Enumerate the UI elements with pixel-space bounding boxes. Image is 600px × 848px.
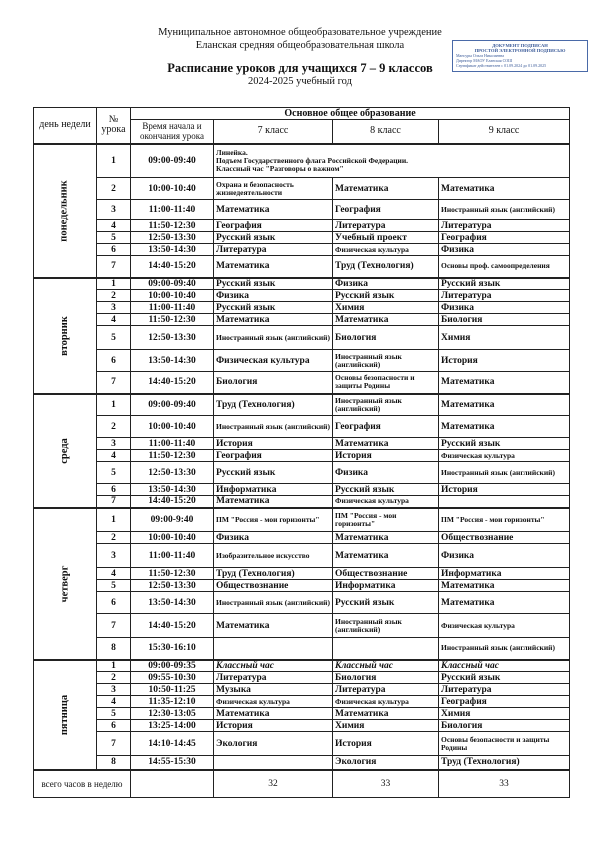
table-row (34, 394, 570, 416)
lesson-number: 3 (97, 684, 131, 696)
lesson-number: 5 (97, 326, 131, 350)
subject-9: Математика (439, 394, 570, 416)
lesson-time: 13:50-14:30 (131, 350, 214, 372)
lesson-number: 2 (97, 178, 131, 200)
subject-9: Иностранный язык (английский) (439, 200, 570, 220)
subject-8: История (333, 450, 439, 462)
lesson-time: 10:00-10:40 (131, 178, 214, 200)
subject-7: Охрана и безопасность жизнедеятельности (214, 178, 333, 200)
subject-9: Химия (439, 326, 570, 350)
subject-9: Русский язык (439, 672, 570, 684)
subject-9: Химия (439, 708, 570, 720)
subject-7: История (214, 438, 333, 450)
subject-8: Химия (333, 302, 439, 314)
subject-9: Математика (439, 580, 570, 592)
stamp-line-2: Директор МАОУ Еланская СОШ (456, 58, 513, 63)
lesson-number: 8 (97, 756, 131, 770)
table-row (34, 278, 570, 290)
school-year: 2024-2025 учебный год (248, 76, 352, 87)
header-grade-8: 8 класс (333, 120, 439, 144)
subject-9: Обществознание (439, 532, 570, 544)
subject-7: Труд (Технология) (214, 568, 333, 580)
lesson-time: 13:25-14:00 (131, 720, 214, 732)
lesson-time: 10:00-10:40 (131, 290, 214, 302)
subject-8: Иностранный язык (английский) (333, 394, 439, 416)
lesson-number: 3 (97, 438, 131, 450)
day-label-monday: понедельник (34, 144, 97, 278)
table-row (34, 756, 570, 770)
table-row (34, 696, 570, 708)
lesson-time: 12:50-13:30 (131, 462, 214, 484)
lesson-time: 11:00-11:40 (131, 200, 214, 220)
lesson-number: 2 (97, 290, 131, 302)
lesson-number: 6 (97, 244, 131, 256)
subject-8: Математика (333, 544, 439, 568)
table-row (34, 708, 570, 720)
lesson-time: 13:50-14:30 (131, 244, 214, 256)
lesson-number: 4 (97, 568, 131, 580)
subject-8: Математика (333, 314, 439, 326)
subject-7: Математика (214, 314, 333, 326)
stamp-line-1: Мансуры Ольга Николаевна (456, 53, 505, 58)
schedule-table (33, 107, 570, 798)
subject-9: История (439, 350, 570, 372)
subject-9: Физика (439, 244, 570, 256)
table-row (34, 638, 570, 660)
lesson-number: 5 (97, 462, 131, 484)
subject-7: Иностранный язык (английский) (214, 416, 333, 438)
e-signature-stamp (452, 40, 588, 72)
total-grade-9: 33 (439, 770, 570, 798)
lesson-time: 14:40-15:20 (131, 496, 214, 508)
subject-7: Изобразительное искусство (214, 544, 333, 568)
table-row (34, 484, 570, 496)
subject-9: География (439, 696, 570, 708)
subject-8: Математика (333, 532, 439, 544)
subject-7: Иностранный язык (английский) (214, 592, 333, 614)
subject-7: Русский язык (214, 232, 333, 244)
day-label-thursday: четверг (34, 508, 97, 660)
lesson-time: 09:00-09:40 (131, 394, 214, 416)
lesson-number: 7 (97, 496, 131, 508)
subject-8: Литература (333, 220, 439, 232)
subject-7: Литература (214, 672, 333, 684)
subject-8: География (333, 416, 439, 438)
lesson-time: 11:00-11:40 (131, 438, 214, 450)
subject-7: Литература (214, 244, 333, 256)
header-lesson-number: № урока (97, 108, 131, 144)
lesson-number: 6 (97, 592, 131, 614)
day-label-friday: пятница (34, 660, 97, 770)
lesson-number: 3 (97, 544, 131, 568)
subject-7: Музыка (214, 684, 333, 696)
table-row (34, 178, 570, 200)
table-row (34, 660, 570, 672)
table-row (34, 732, 570, 756)
table-row (34, 290, 570, 302)
subject-8: Физическая культура (333, 496, 439, 508)
subject-7: Физическая культура (214, 350, 333, 372)
subject-8: Литература (333, 684, 439, 696)
lesson-number: 1 (97, 144, 131, 178)
lesson-number: 6 (97, 484, 131, 496)
org-line-2: Еланская средняя общеобразовательная школа (195, 40, 405, 51)
org-line-1: Муниципальное автономное общеобразовательное учреждение (158, 27, 442, 38)
lesson-time: 11:35-12:10 (131, 696, 214, 708)
subject-7: Труд (Технология) (214, 394, 333, 416)
subject-9: Математика (439, 416, 570, 438)
subject-7: История (214, 720, 333, 732)
table-row (34, 532, 570, 544)
subject-9: Литература (439, 684, 570, 696)
lesson-time: 10:50-11:25 (131, 684, 214, 696)
totals-label: всего часов в неделю (34, 770, 131, 798)
subject-9: Литература (439, 220, 570, 232)
subject-8: Учебный проект (333, 232, 439, 244)
table-row (34, 144, 570, 178)
subject-7: Математика (214, 614, 333, 638)
table-row (34, 450, 570, 462)
lesson-number: 4 (97, 696, 131, 708)
subject-8: Биология (333, 326, 439, 350)
lesson-number: 5 (97, 232, 131, 244)
subject-7: Математика (214, 708, 333, 720)
subject-9: Физическая культура (439, 450, 570, 462)
lesson-time: 11:00-11:40 (131, 302, 214, 314)
lesson-number: 7 (97, 732, 131, 756)
lesson-time: 11:50-12:30 (131, 450, 214, 462)
lesson-time: 14:40-15:20 (131, 256, 214, 278)
table-row (34, 614, 570, 638)
subject-9: Русский язык (439, 278, 570, 290)
subject-9: Основы проф. самоопределения (439, 256, 570, 278)
subject-9: География (439, 232, 570, 244)
lesson-number: 6 (97, 350, 131, 372)
subject-8: География (333, 200, 439, 220)
total-grade-7: 32 (214, 770, 333, 798)
table-row (34, 200, 570, 220)
subject-8: Классный час (333, 660, 439, 672)
subject-8: Физическая культура (333, 244, 439, 256)
subject-9: Биология (439, 720, 570, 732)
lesson-time: 11:50-12:30 (131, 314, 214, 326)
lesson-number: 4 (97, 450, 131, 462)
subject-9: История (439, 484, 570, 496)
header-grade-7: 7 класс (214, 120, 333, 144)
lesson-time: 10:00-10:40 (131, 416, 214, 438)
subject-7: Физика (214, 532, 333, 544)
lesson-time: 09:00-09:40 (131, 144, 214, 178)
subject-9: ПМ "Россия - мои горизонты" (439, 508, 570, 532)
table-row (34, 314, 570, 326)
subject-7: Математика (214, 200, 333, 220)
table-row (34, 416, 570, 438)
table-row (34, 256, 570, 278)
subject-9: Математика (439, 178, 570, 200)
subject-8: Биология (333, 672, 439, 684)
table-row (34, 232, 570, 244)
lesson-number: 1 (97, 660, 131, 672)
header-time: Время начала и окончания урока (131, 120, 214, 144)
table-row (34, 508, 570, 532)
lesson-number: 1 (97, 278, 131, 290)
subject-9: Информатика (439, 568, 570, 580)
subject-8: Основы безопасности и защиты Родины (333, 372, 439, 394)
subject-7: Математика (214, 256, 333, 278)
lesson-time: 09:55-10:30 (131, 672, 214, 684)
subject-7: Биология (214, 372, 333, 394)
table-row (34, 568, 570, 580)
subject-9 (439, 496, 570, 508)
subject-8: ПМ "Россия - мои горизонты" (333, 508, 439, 532)
subject-8: Иностранный язык (английский) (333, 350, 439, 372)
table-row (34, 350, 570, 372)
subject-7: География (214, 220, 333, 232)
table-row (34, 438, 570, 450)
day-label-wednesday: среда (34, 394, 97, 508)
totals-empty-cell (131, 770, 214, 798)
lesson-time: 10:00-10:40 (131, 532, 214, 544)
subject-8: Информатика (333, 580, 439, 592)
lesson-time: 09:00-09:35 (131, 660, 214, 672)
lesson-number: 3 (97, 302, 131, 314)
lesson-number: 5 (97, 580, 131, 592)
subject-8: Обществознание (333, 568, 439, 580)
header-group: Основное общее образование (131, 108, 570, 120)
subject-8: Математика (333, 438, 439, 450)
subject-8 (333, 638, 439, 660)
lesson-time: 11:50-12:30 (131, 568, 214, 580)
subject-8: Иностранный язык (английский) (333, 614, 439, 638)
lesson-number: 3 (97, 200, 131, 220)
subject-7: Физическая культура (214, 696, 333, 708)
table-row (34, 720, 570, 732)
table-row (34, 326, 570, 350)
totals-row (34, 770, 570, 798)
subject-7: Русский язык (214, 302, 333, 314)
lesson-number: 7 (97, 372, 131, 394)
lesson-number: 4 (97, 220, 131, 232)
table-row (34, 672, 570, 684)
table-row (34, 684, 570, 696)
lesson-number: 2 (97, 416, 131, 438)
subject-8: Математика (333, 178, 439, 200)
subject-9: Классный час (439, 660, 570, 672)
subject-7: Русский язык (214, 278, 333, 290)
lesson-time: 15:30-16:10 (131, 638, 214, 660)
lesson-time: 13:50-14:30 (131, 592, 214, 614)
day-label-tuesday: вторник (34, 278, 97, 394)
subject-9: Физика (439, 544, 570, 568)
lesson-number: 1 (97, 394, 131, 416)
subject-8: Математика (333, 708, 439, 720)
lesson-time: 12:50-13:30 (131, 326, 214, 350)
lesson-number: 4 (97, 314, 131, 326)
subject-7: Иностранный язык (английский) (214, 326, 333, 350)
subject-7: География (214, 450, 333, 462)
subject-9: Иностранный язык (английский) (439, 638, 570, 660)
subject-8: Русский язык (333, 290, 439, 302)
subject-8: Химия (333, 720, 439, 732)
header-grade-9: 9 класс (439, 120, 570, 144)
subject-7: Обществознание (214, 580, 333, 592)
lesson-time: 12:50-13:30 (131, 580, 214, 592)
lesson-time: 09:00-09:40 (131, 278, 214, 290)
total-grade-8: 33 (333, 770, 439, 798)
subject-8: Русский язык (333, 484, 439, 496)
lesson-number: 2 (97, 672, 131, 684)
table-row (34, 580, 570, 592)
subject-9: Русский язык (439, 438, 570, 450)
table-row (34, 592, 570, 614)
lesson-time: 09:00-9:40 (131, 508, 214, 532)
lesson-time: 14:10-14:45 (131, 732, 214, 756)
table-row (34, 244, 570, 256)
lesson-time: 12:30-13:05 (131, 708, 214, 720)
lesson-number: 5 (97, 708, 131, 720)
table-row (34, 372, 570, 394)
subject-7 (214, 638, 333, 660)
table-row (34, 220, 570, 232)
lesson-time: 11:50-12:30 (131, 220, 214, 232)
lesson-number: 6 (97, 720, 131, 732)
subject-9: Математика (439, 372, 570, 394)
subject-7: Математика (214, 496, 333, 508)
lesson-time: 11:00-11:40 (131, 544, 214, 568)
subject-9: Иностранный язык (английский) (439, 462, 570, 484)
monday-assembly-note: Линейка. Подъем Государственного флага Российской Федерации. Классный час "Разговоры о важном" (214, 144, 570, 178)
lesson-number: 8 (97, 638, 131, 660)
subject-9: Основы безопасности и защиты Родины (439, 732, 570, 756)
subject-9: Труд (Технология) (439, 756, 570, 770)
subject-8: История (333, 732, 439, 756)
subject-9: Математика (439, 592, 570, 614)
subject-8: Физика (333, 278, 439, 290)
subject-9: Физическая культура (439, 614, 570, 638)
lesson-number: 7 (97, 614, 131, 638)
subject-7: Экология (214, 732, 333, 756)
lesson-number: 7 (97, 256, 131, 278)
table-row (34, 462, 570, 484)
subject-9: Физика (439, 302, 570, 314)
table-row (34, 496, 570, 508)
subject-9: Литература (439, 290, 570, 302)
subject-7: Информатика (214, 484, 333, 496)
subject-8: Русский язык (333, 592, 439, 614)
lesson-time: 14:40-15:20 (131, 614, 214, 638)
header-day: день недели (34, 108, 97, 144)
lesson-time: 13:50-14:30 (131, 484, 214, 496)
table-row (34, 302, 570, 314)
lesson-time: 12:50-13:30 (131, 232, 214, 244)
stamp-title-1: ДОКУМЕНТ ПОДПИСАН (492, 43, 548, 48)
lesson-time: 14:40-15:20 (131, 372, 214, 394)
subject-7: Физика (214, 290, 333, 302)
subject-8: Экология (333, 756, 439, 770)
subject-8: Труд (Технология) (333, 256, 439, 278)
subject-8: Физика (333, 462, 439, 484)
stamp-title-2: ПРОСТОЙ ЭЛЕКТРОННОЙ ПОДПИСЬЮ (474, 48, 566, 53)
subject-7: Русский язык (214, 462, 333, 484)
subject-8: Физическая культура (333, 696, 439, 708)
subject-9: Биология (439, 314, 570, 326)
table-row (34, 544, 570, 568)
lesson-time: 14:55-15:30 (131, 756, 214, 770)
subject-7: Классный час (214, 660, 333, 672)
lesson-number: 2 (97, 532, 131, 544)
stamp-line-3: Сертификат действителен с 01.09.2024 до 01.09.2025 (456, 63, 547, 68)
subject-7 (214, 756, 333, 770)
schedule-title: Расписание уроков для учащихся 7 – 9 классов (167, 61, 433, 75)
lesson-number: 1 (97, 508, 131, 532)
subject-7: ПМ "Россия - мои горизонты" (214, 508, 333, 532)
